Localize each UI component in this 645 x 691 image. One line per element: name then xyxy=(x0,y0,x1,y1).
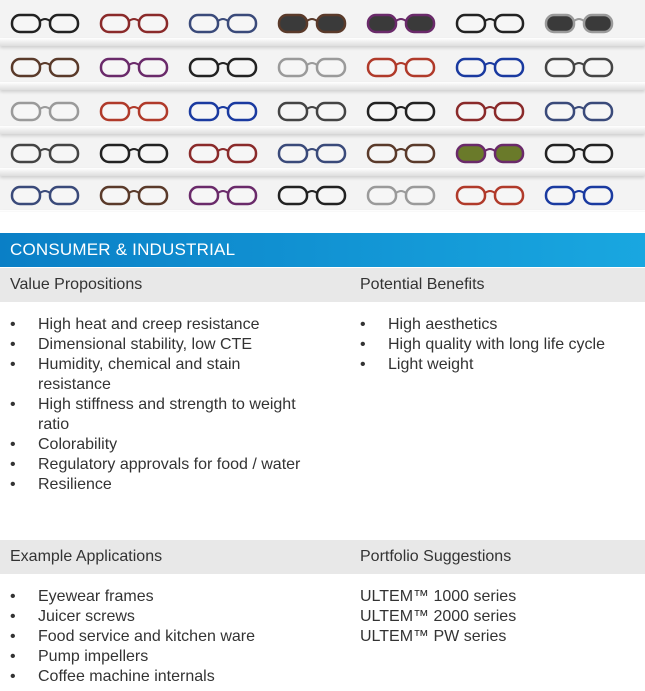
portfolio-suggestions-list xyxy=(360,587,630,647)
display-shelf xyxy=(0,210,645,212)
eyeglasses-icon xyxy=(455,100,525,124)
header-row-top xyxy=(0,268,645,302)
list-item: • Humidity, chemical and stain resistance xyxy=(10,355,310,395)
eyeglasses-icon xyxy=(99,142,169,166)
eyeglasses-icon xyxy=(10,100,80,124)
eyeglasses-icon xyxy=(10,56,80,80)
eyeglasses-icon xyxy=(99,12,169,36)
eyeglasses-icon xyxy=(366,56,436,80)
eyewear-display-photo xyxy=(0,0,645,212)
list-item: • Juicer screws xyxy=(10,607,330,627)
eyeglasses-icon xyxy=(10,184,80,208)
list-item: • Coffee machine internals xyxy=(10,667,330,687)
eyeglasses-icon xyxy=(455,56,525,80)
banner-title: CONSUMER & INDUSTRIAL xyxy=(10,240,236,259)
eyeglasses-icon xyxy=(544,184,614,208)
display-shelf xyxy=(0,126,645,134)
list-item: • Colorability xyxy=(10,435,310,455)
header-row-bottom xyxy=(0,540,645,574)
value-propositions-list xyxy=(10,315,310,495)
list-item: • Eyewear frames xyxy=(10,587,330,607)
eyeglasses-icon xyxy=(455,142,525,166)
list-item: ULTEM™ 1000 series xyxy=(360,588,517,605)
value-propositions-heading: Value Propositions xyxy=(10,276,143,293)
eyeglasses-icon xyxy=(366,184,436,208)
list-item: • Dimensional stability, low CTE xyxy=(10,335,310,355)
list-item: • High quality with long life cycle xyxy=(360,335,630,355)
list-item: • High aesthetics xyxy=(360,315,630,335)
eyeglasses-icon xyxy=(188,56,258,80)
eyeglasses-icon xyxy=(99,56,169,80)
example-applications-list xyxy=(10,587,330,687)
eyeglasses-icon xyxy=(10,142,80,166)
eyeglasses-icon xyxy=(277,184,347,208)
eyeglasses-icon xyxy=(277,100,347,124)
example-applications-heading: Example Applications xyxy=(10,548,163,565)
list-item: ULTEM™ 2000 series xyxy=(360,608,517,625)
eyeglasses-icon xyxy=(99,184,169,208)
list-item: • Food service and kitchen ware xyxy=(10,627,330,647)
potential-benefits-list xyxy=(360,315,630,375)
eyeglasses-icon xyxy=(188,12,258,36)
list-item: • High heat and creep resistance xyxy=(10,315,310,335)
eyeglasses-icon xyxy=(455,184,525,208)
eyeglasses-icon xyxy=(10,12,80,36)
eyeglasses-icon xyxy=(188,100,258,124)
list-item: ULTEM™ PW series xyxy=(360,628,507,645)
eyeglasses-icon xyxy=(188,184,258,208)
display-shelf xyxy=(0,38,645,46)
list-item: • Light weight xyxy=(360,355,630,375)
eyeglasses-icon xyxy=(544,12,614,36)
section-banner xyxy=(0,233,645,267)
list-item: • Resilience xyxy=(10,475,310,495)
eyeglasses-icon xyxy=(277,56,347,80)
display-shelf xyxy=(0,168,645,176)
eyeglasses-icon xyxy=(455,12,525,36)
list-item: • Pump impellers xyxy=(10,647,330,667)
portfolio-suggestions-heading: Portfolio Suggestions xyxy=(360,548,512,565)
eyeglasses-icon xyxy=(366,12,436,36)
potential-benefits-heading: Potential Benefits xyxy=(360,276,485,293)
eyeglasses-icon xyxy=(277,12,347,36)
eyeglasses-icon xyxy=(544,142,614,166)
list-item: • Regulatory approvals for food / water xyxy=(10,455,310,475)
eyeglasses-icon xyxy=(99,100,169,124)
eyeglasses-icon xyxy=(366,100,436,124)
list-item: • High stiffness and strength to weight ratio xyxy=(10,395,310,435)
eyeglasses-icon xyxy=(366,142,436,166)
eyeglasses-icon xyxy=(544,56,614,80)
display-shelf xyxy=(0,82,645,90)
eyeglasses-icon xyxy=(544,100,614,124)
eyeglasses-icon xyxy=(188,142,258,166)
eyeglasses-icon xyxy=(277,142,347,166)
